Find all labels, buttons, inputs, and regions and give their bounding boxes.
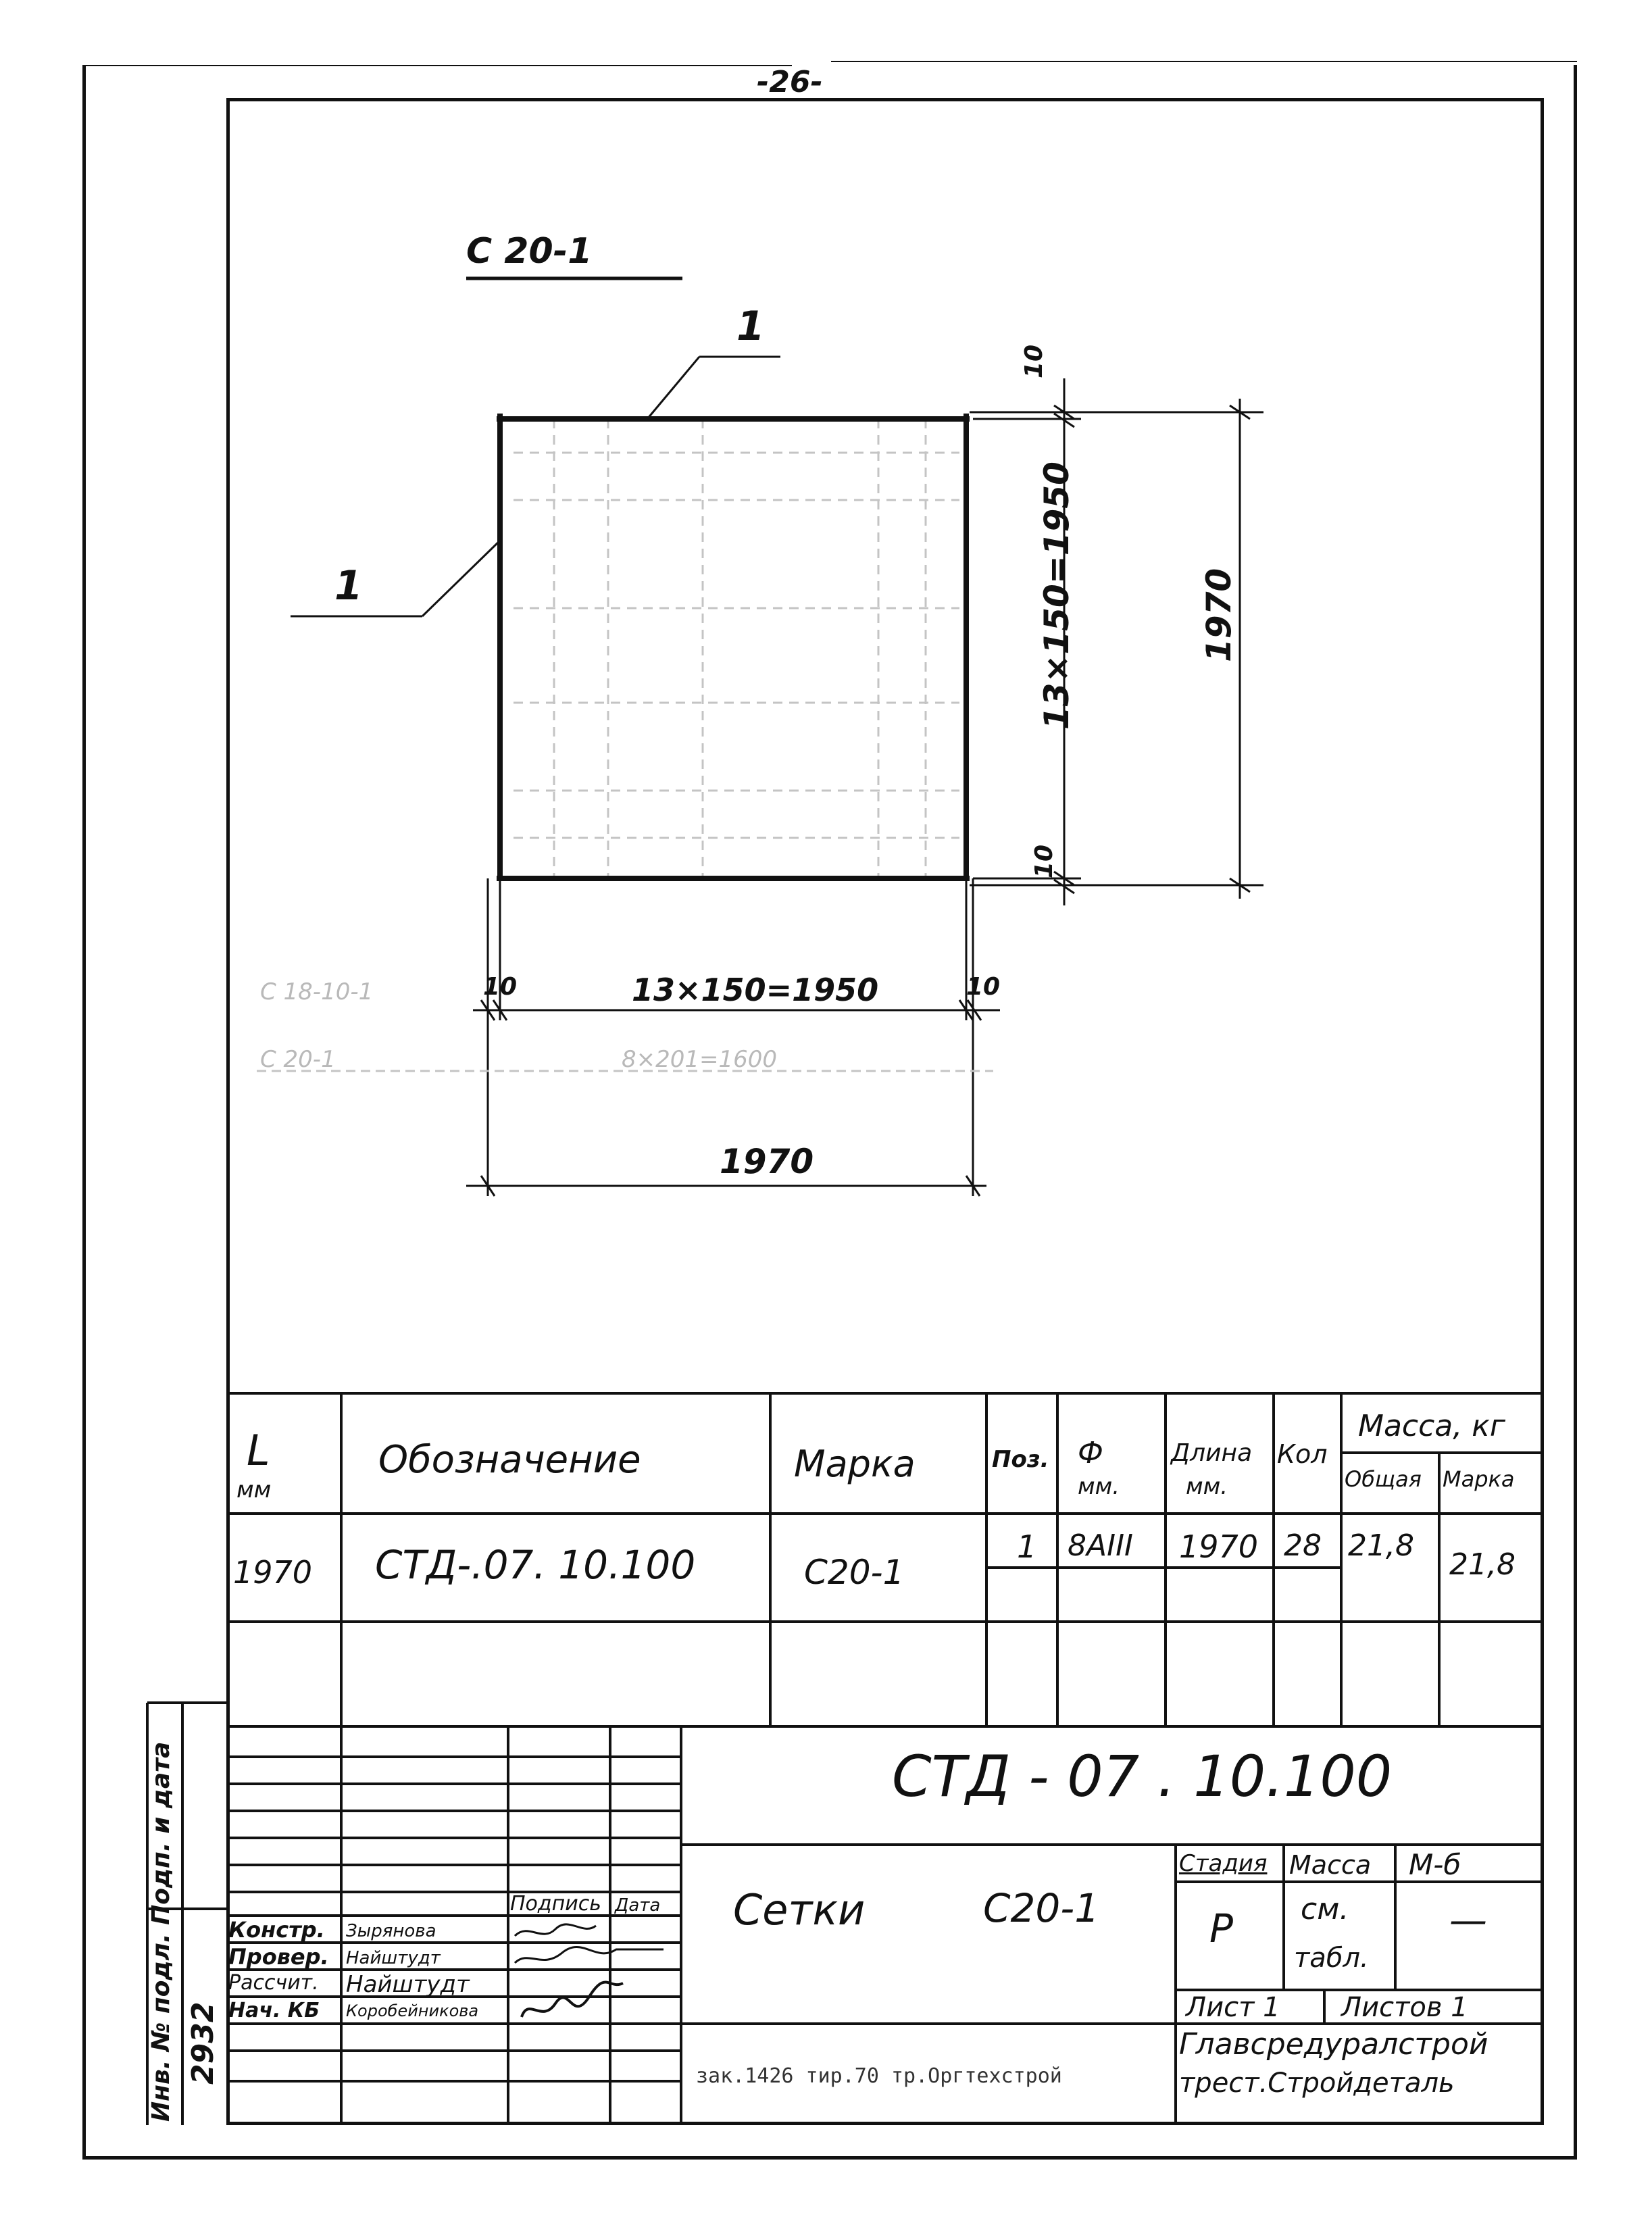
row-pos: 1 xyxy=(1017,1528,1037,1565)
col-mass-mark-header: Марка xyxy=(1443,1466,1515,1492)
row-mass-total: 21,8 xyxy=(1348,1528,1414,1563)
print-note: зак.1426 тир.70 тр.Оргтехстрой xyxy=(696,2064,1062,2088)
role-head: Нач. КБ xyxy=(228,1999,320,2022)
document-code: СТД - 07 . 10.100 xyxy=(892,1743,1393,1810)
col-sign-header: Подпись xyxy=(510,1892,601,1916)
col-diameter-header: Ф xyxy=(1078,1436,1103,1470)
row-diameter: 8АIII xyxy=(1068,1528,1134,1563)
stage-value: Р xyxy=(1209,1905,1233,1951)
stage-header: Стадия xyxy=(1179,1850,1268,1877)
document-name-mark: С20-1 xyxy=(983,1885,1100,1931)
organization-2: трест.Стройдеталь xyxy=(1179,2068,1455,2099)
col-pos-header: Поз. xyxy=(992,1446,1049,1473)
mass-value-2: табл. xyxy=(1294,1943,1369,1974)
role-calculator: Рассчит. xyxy=(228,1971,319,1995)
organization-1: Главсредуралстрой xyxy=(1179,2027,1488,2062)
side-label: Инв. № подл. Подп. и дата xyxy=(147,1741,175,2122)
inventory-number: 2932 xyxy=(186,2001,220,2085)
col-bar-length-header: Длина xyxy=(1171,1439,1253,1467)
dim-right-offset: 10 xyxy=(966,973,1001,1001)
col-length-header: L xyxy=(247,1426,270,1475)
dim-bottom-offset: 10 xyxy=(1030,844,1058,878)
scale-header: М-б xyxy=(1409,1848,1461,1881)
role-constructor: Констр. xyxy=(228,1917,325,1943)
position-label-left: 1 xyxy=(334,562,363,609)
dim-top-offset: 10 xyxy=(1020,344,1048,378)
person-calculator: Найштудт xyxy=(346,1971,470,1998)
ghost-row-1: С 18-10-1 xyxy=(260,978,374,1005)
drawing-title: С 20-1 xyxy=(466,231,593,272)
scale-value: — xyxy=(1449,1899,1487,1943)
ghost-row-2-mid: 8×201=1600 xyxy=(622,1046,778,1073)
col-length-unit: мм xyxy=(236,1476,272,1503)
dim-vertical-spacing: 13×150=1950 xyxy=(1037,462,1076,730)
col-designation-header: Обозначение xyxy=(378,1438,641,1482)
page-number: -26- xyxy=(757,65,823,99)
dim-vertical-total: 1970 xyxy=(1199,568,1238,662)
ghost-row-2-left: С 20-1 xyxy=(260,1046,336,1073)
sheets-total: Листов 1 xyxy=(1341,1992,1468,2023)
dim-horizontal-spacing: 13×150=1950 xyxy=(632,972,879,1008)
row-designation: СТД-.07. 10.100 xyxy=(375,1542,696,1588)
row-mass-mark: 21,8 xyxy=(1449,1547,1516,1582)
row-quantity: 28 xyxy=(1284,1528,1322,1563)
col-diameter-unit: мм. xyxy=(1078,1473,1120,1500)
person-checker: Найштудт xyxy=(346,1948,441,1968)
mass-value-1: см. xyxy=(1301,1892,1349,1926)
col-date-header: Дата xyxy=(615,1895,661,1916)
sheet-number: Лист 1 xyxy=(1186,1992,1280,2023)
document-name: Сетки xyxy=(733,1885,866,1935)
dim-left-offset: 10 xyxy=(483,973,518,1001)
mass-header: Масса xyxy=(1289,1850,1372,1880)
signatures xyxy=(508,1916,684,2030)
row-bar-length: 1970 xyxy=(1179,1528,1259,1565)
dim-horizontal-total: 1970 xyxy=(720,1142,814,1181)
person-head: Коробейникова xyxy=(346,2001,479,2020)
row-length: 1970 xyxy=(233,1554,313,1591)
col-mass-total-header: Общая xyxy=(1345,1466,1422,1492)
col-mark-header: Марка xyxy=(794,1443,916,1485)
row-mark: С20-1 xyxy=(804,1553,905,1592)
col-mass-header: Масса, кг xyxy=(1358,1409,1505,1443)
position-label-top: 1 xyxy=(736,303,765,350)
role-checker: Провер. xyxy=(228,1944,329,1970)
person-constructor: Зырянова xyxy=(346,1921,436,1941)
col-quantity-header: Кол xyxy=(1277,1439,1328,1469)
col-bar-length-unit: мм. xyxy=(1186,1473,1228,1500)
